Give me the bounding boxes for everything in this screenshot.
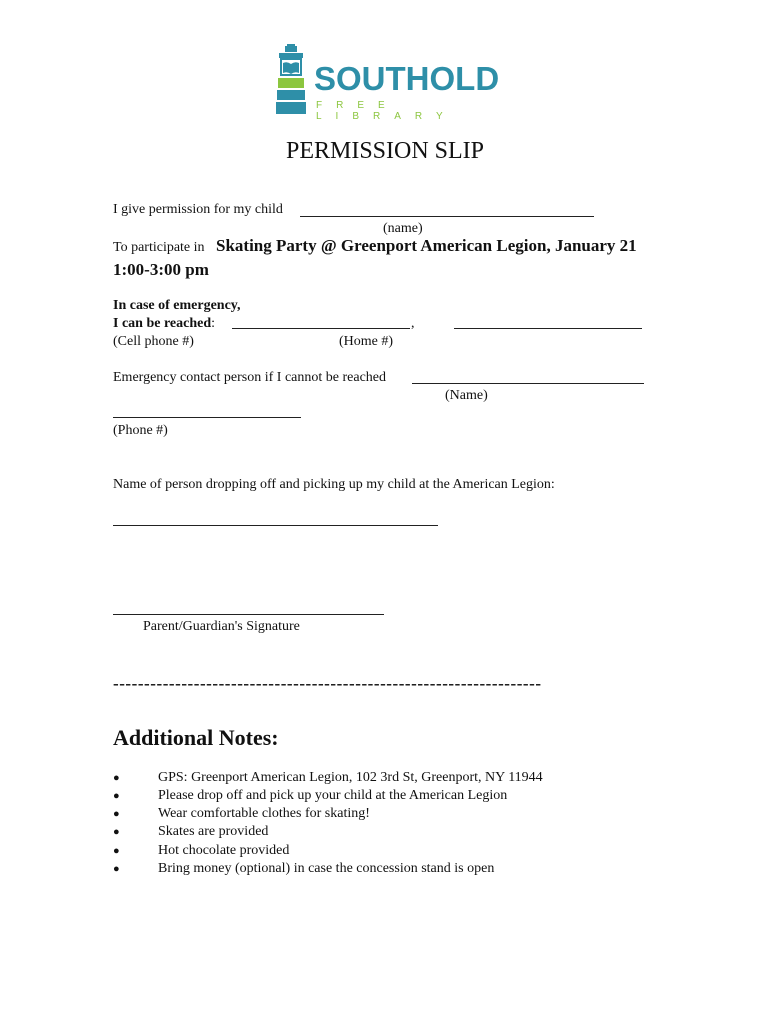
permission-prefix: I give permission for my child: [113, 202, 283, 217]
logo-subtitle: FREE LIBRARY: [316, 100, 457, 122]
list-item: Please drop off and pick up your child at the American Legion: [158, 788, 508, 803]
bullet-icon: ●: [113, 845, 120, 857]
participate-prefix: To participate in: [113, 240, 205, 255]
pickup-label: Name of person dropping off and picking up my child at the American Legion:: [113, 477, 555, 492]
bullet-icon: ●: [113, 863, 120, 875]
cell-phone-line[interactable]: [232, 328, 410, 329]
home-phone-line[interactable]: [454, 328, 642, 329]
reach-label: [113, 316, 215, 332]
home-caption: (Home #): [339, 334, 394, 349]
cut-divider: ---------------------------------------------------------------------: [113, 674, 542, 693]
reach-colon: :: [211, 316, 216, 331]
list-item: Bring money (optional) in case the concession stand is open: [158, 861, 495, 876]
bullet-icon: ●: [113, 808, 120, 820]
pickup-name-line[interactable]: [113, 525, 438, 526]
contact-phone-line[interactable]: [113, 417, 301, 418]
emergency-heading: In case of emergency,: [113, 298, 241, 313]
contact-prefix: Emergency contact person if I cannot be reached: [113, 370, 386, 385]
lighthouse-book-icon: [274, 44, 308, 118]
child-name-line[interactable]: [300, 216, 594, 217]
page-title: PERMISSION SLIP: [285, 138, 485, 164]
reach-label-text: I can be reached: [113, 316, 212, 331]
notes-heading: Additional Notes:: [113, 725, 279, 750]
phone-caption: (Phone #): [113, 423, 168, 438]
contact-name-caption: (Name): [445, 388, 488, 403]
event-time: 1:00-3:00 pm: [113, 260, 209, 279]
list-item: Hot chocolate provided: [158, 843, 290, 858]
bullet-icon: ●: [113, 826, 120, 838]
phone-comma: ,: [411, 316, 415, 331]
name-caption: (name): [383, 221, 423, 236]
logo-name: SOUTHOLD: [314, 60, 500, 97]
bullet-icon: ●: [113, 790, 120, 802]
list-item: Wear comfortable clothes for skating!: [158, 806, 370, 821]
cell-caption: (Cell phone #): [113, 334, 194, 349]
event-text: Skating Party @ Greenport American Legion, January 21: [216, 236, 637, 255]
library-logo: [274, 44, 500, 122]
signature-caption: Parent/Guardian's Signature: [143, 619, 300, 634]
signature-line[interactable]: [113, 614, 384, 615]
contact-name-line[interactable]: [412, 383, 644, 384]
list-item: GPS: Greenport American Legion, 102 3rd St, Greenport, NY 11944: [158, 770, 543, 785]
list-item: Skates are provided: [158, 824, 269, 839]
bullet-icon: ●: [113, 772, 120, 784]
